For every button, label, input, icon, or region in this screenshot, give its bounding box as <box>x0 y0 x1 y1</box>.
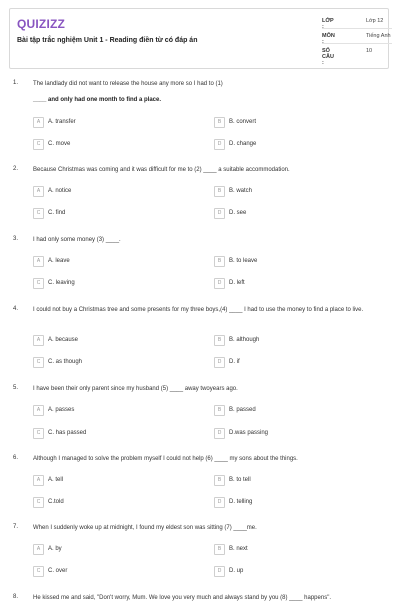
option-label: A. because <box>48 337 79 343</box>
question-number: 8. <box>13 594 19 600</box>
option-label: D. up <box>229 568 244 574</box>
quizizz-logo: QUIZIZZ <box>17 17 66 31</box>
option-letter-box: B <box>214 335 225 346</box>
option-label: B. convert <box>229 119 257 125</box>
option-letter-box: C <box>33 357 44 368</box>
meta-subject-value: Tiếng Anh <box>366 33 391 39</box>
option-letter-box: D <box>214 428 225 439</box>
option-letter-box: B <box>214 186 225 197</box>
option-letter-box: D <box>214 139 225 150</box>
meta-divider <box>322 28 392 29</box>
meta-divider <box>322 43 392 44</box>
meta-count-key: SỐ CÂU : <box>322 48 334 66</box>
worksheet-title: Bài tập trắc nghiệm Unit 1 - Reading điền từ có đáp án <box>17 37 198 44</box>
option-label: A. notice <box>48 188 72 194</box>
option-letter-box: A <box>33 335 44 346</box>
option-letter-box: C <box>33 497 44 508</box>
option-label: D. if <box>229 359 240 365</box>
question-number: 1. <box>13 80 19 86</box>
option-label: B. watch <box>229 188 253 194</box>
option-letter-box: A <box>33 544 44 555</box>
option-label: D. left <box>229 280 245 286</box>
option-label: B. although <box>229 337 260 343</box>
option-letter-box: A <box>33 256 44 267</box>
option-letter-box: C <box>33 208 44 219</box>
option-letter-box: B <box>214 405 225 416</box>
option-label: B. to tell <box>229 477 251 483</box>
option-letter-box: D <box>214 566 225 577</box>
meta-subject-key: MÔN : <box>322 33 335 45</box>
option-label: D. see <box>229 210 247 216</box>
question-text: When I suddenly woke up at midnight, I found my eldest son was sitting (7) ____me. <box>33 525 257 531</box>
option-letter-box: C <box>33 566 44 577</box>
meta-grade-value: Lớp 12 <box>366 18 384 24</box>
option-label: C. move <box>48 141 71 147</box>
option-letter-box: B <box>214 117 225 128</box>
option-letter-box: C <box>33 278 44 289</box>
option-letter-box: D <box>214 208 225 219</box>
question-text: I have been their only parent since my husband (5) ____ away twoyears ago. <box>33 386 238 392</box>
option-letter-box: C <box>33 428 44 439</box>
question-text: I had only some money (3) ____. <box>33 237 121 243</box>
question-number: 2. <box>13 166 19 172</box>
option-label: C. find <box>48 210 66 216</box>
question-text: I could not buy a Christmas tree and some presents for my three boys,(4) ____ I had to use the money to find a place to live. <box>33 307 364 313</box>
option-label: D.was passing <box>229 430 269 436</box>
option-letter-box: A <box>33 186 44 197</box>
question-text: Although I managed to solve the problem myself I could not help (6) ____ my sons about the things. <box>33 456 298 462</box>
option-label: C. has passed <box>48 430 87 436</box>
option-label: B. passed <box>229 407 256 413</box>
question-text: He kissed me and said, "Don't worry, Mum. We love you very much and always stand by you (8) ____ happens". <box>33 595 331 601</box>
option-letter-box: C <box>33 139 44 150</box>
option-letter-box: B <box>214 256 225 267</box>
question-number: 4. <box>13 306 19 312</box>
meta-count-value: 10 <box>366 48 373 54</box>
option-label: D. telling <box>229 499 253 505</box>
option-label: D. change <box>229 141 257 147</box>
option-letter-box: A <box>33 117 44 128</box>
option-letter-box: A <box>33 475 44 486</box>
option-letter-box: B <box>214 475 225 486</box>
question-number: 6. <box>13 455 19 461</box>
option-label: A. by <box>48 546 62 552</box>
option-label: A. leave <box>48 258 70 264</box>
option-letter-box: D <box>214 357 225 368</box>
option-letter-box: D <box>214 278 225 289</box>
option-letter-box: B <box>214 544 225 555</box>
option-label: A. passes <box>48 407 75 413</box>
worksheet-header <box>9 8 389 69</box>
question-text: The landlady did not want to release the house any more so I had to (1) <box>33 81 223 87</box>
option-label: B. next <box>229 546 248 552</box>
question-text-continued: ____ and only had one month to find a place. <box>33 97 162 103</box>
option-label: B. to leave <box>229 258 258 264</box>
option-letter-box: A <box>33 405 44 416</box>
option-label: C.told <box>48 499 64 505</box>
question-number: 7. <box>13 524 19 530</box>
option-label: A. tell <box>48 477 64 483</box>
option-label: C. as though <box>48 359 83 365</box>
meta-grade-key: LỚP : <box>322 18 334 30</box>
option-label: C. over <box>48 568 68 574</box>
option-label: A. transfer <box>48 119 76 125</box>
question-number: 3. <box>13 236 19 242</box>
question-number: 5. <box>13 385 19 391</box>
option-letter-box: D <box>214 497 225 508</box>
question-text: Because Christmas was coming and it was difficult for me to (2) ____ a suitable accommodation. <box>33 167 290 173</box>
option-label: C. leaving <box>48 280 75 286</box>
